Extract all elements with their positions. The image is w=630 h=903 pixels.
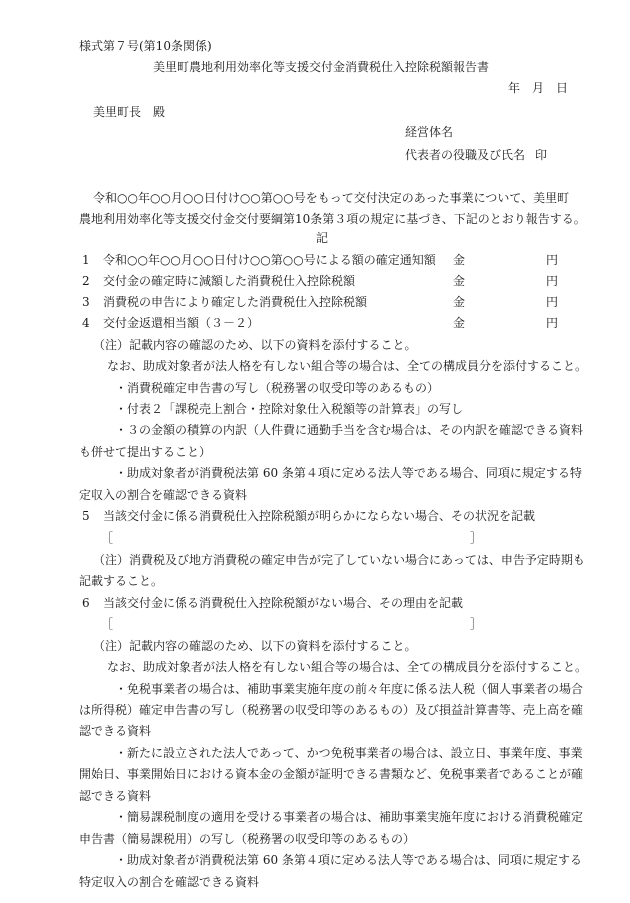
item-text: 消費税の申告により確定した消費税仕入控除税額 bbox=[103, 295, 368, 309]
item-text: 交付金の確定時に減額した消費税仕入控除税額 bbox=[103, 274, 356, 288]
seal-mark: 印 bbox=[535, 148, 548, 162]
note2-line: 記載すること。 bbox=[79, 574, 164, 588]
note3-line: は所得税）確定申告書の写し（税務署の収受印等のあるもの）及び損益計算書等、売上高を確 bbox=[79, 703, 584, 717]
bracket-open: ［ bbox=[101, 531, 114, 545]
amount-unit: 円 bbox=[546, 274, 559, 288]
amount-prefix: 金 bbox=[453, 316, 466, 330]
note1-line: 定収入の割合を確認できる資料 bbox=[79, 488, 248, 502]
note1-lead: （注）記載内容の確認のため、以下の資料を添付すること。 bbox=[93, 338, 417, 352]
note3-line: なお、助成対象者が法人格を有しない組合等の場合は、全ての構成員分を添付すること。 bbox=[107, 660, 588, 674]
amount-prefix: 金 bbox=[453, 295, 466, 309]
amount-unit: 円 bbox=[546, 295, 559, 309]
intro-line-2: 農地利用効率化等支援交付金交付要綱第10条第３項の規定に基づき、下記のとおり報告する。 bbox=[79, 212, 586, 226]
note3-line: ・新たに設立された法人であって、かつ免税事業者の場合は、設立日、事業年度、事業 bbox=[115, 746, 583, 760]
note1-line: も併せて提出すること） bbox=[79, 445, 212, 459]
note3-line: 開始日、事業開始日における資本金の金額が証明できる書類など、免税事業者であることが確 bbox=[79, 767, 584, 781]
bracket-close: ］ bbox=[470, 531, 483, 545]
intro-line-1: 令和○○年○○月○○日付け○○第○○号をもって交付決定のあった事業について、美里町 bbox=[93, 191, 570, 205]
form-number: 様式第７号(第10条関係) bbox=[79, 39, 212, 53]
note1-line: ・消費税確定申告書の写し（税務署の収受印等のあるもの） bbox=[115, 381, 440, 395]
note1-line: ・助成対象者が消費税法第 60 条第４項に定める法人等である場合、同項に規定する特 bbox=[115, 466, 582, 480]
item-number: 6 bbox=[82, 596, 90, 610]
representative-label: 代表者の役職及び氏名 bbox=[405, 148, 526, 162]
note3-line: ・助成対象者が消費税法第 60 条第４項に定める法人等である場合は、同項に規定する bbox=[115, 853, 582, 867]
note3-line: 申告書（簡易課税用）の写し（税務署の収受印等のあるもの） bbox=[79, 832, 416, 846]
note3-line: ・簡易課税制度の適用を受ける事業者の場合は、補助事業実施年度における消費税確定 bbox=[115, 810, 584, 824]
note3-line: 認できる資料 bbox=[79, 724, 152, 738]
note3-line: 認できる資料 bbox=[79, 789, 152, 803]
bracket-open: ［ bbox=[101, 617, 114, 631]
note1-line: ・３の金額の積算の内訳（人件費に通勤手当を含む場合は、その内訳を確認できる資料 bbox=[115, 423, 584, 437]
item-number: 3 bbox=[82, 295, 90, 309]
org-name-label: 経営体名 bbox=[405, 125, 454, 139]
item-text: 交付金返還相当額（３－２） bbox=[103, 316, 260, 330]
item-number: 1 bbox=[82, 253, 90, 267]
item-number: 4 bbox=[82, 316, 90, 330]
item-number: 2 bbox=[82, 274, 90, 288]
note3-line: ・免税事業者の場合は、補助事業実施年度の前々年度に係る法人税（個人事業者の場合 bbox=[115, 682, 584, 696]
item-text: 当該交付金に係る消費税仕入控除税額が明らかにならない場合、その状況を記載 bbox=[103, 509, 536, 523]
document-title: 美里町農地利用効率化等支援交付金消費税仕入控除税額報告書 bbox=[153, 60, 490, 74]
note3-line: 特定収入の割合を確認できる資料 bbox=[79, 875, 260, 889]
note2-line: （注）消費税及び地方消費税の確定申告が完了していない場合にあっては、申告予定時期も bbox=[93, 553, 585, 567]
note1-line: ・付表２「課税売上割合・控除対象仕入税額等の計算表」の写し bbox=[115, 402, 464, 416]
amount-prefix: 金 bbox=[453, 274, 466, 288]
item-text: 令和○○年○○月○○日付け○○第○○号による額の確定通知額 bbox=[103, 253, 436, 267]
item-number: 5 bbox=[82, 509, 90, 523]
note1-line: なお、助成対象者が法人格を有しない組合等の場合は、全ての構成員分を添付すること。 bbox=[107, 359, 588, 373]
item-text: 当該交付金に係る消費税仕入控除税額がない場合、その理由を記載 bbox=[103, 596, 464, 610]
bracket-close: ］ bbox=[470, 617, 483, 631]
date-field: 年 月 日 bbox=[508, 81, 569, 95]
ki-heading: 記 bbox=[316, 231, 329, 245]
addressee: 美里町長 殿 bbox=[93, 105, 166, 119]
amount-prefix: 金 bbox=[453, 253, 466, 267]
note3-lead: （注）記載内容の確認のため、以下の資料を添付すること。 bbox=[93, 639, 417, 653]
amount-unit: 円 bbox=[546, 253, 559, 267]
amount-unit: 円 bbox=[546, 316, 559, 330]
